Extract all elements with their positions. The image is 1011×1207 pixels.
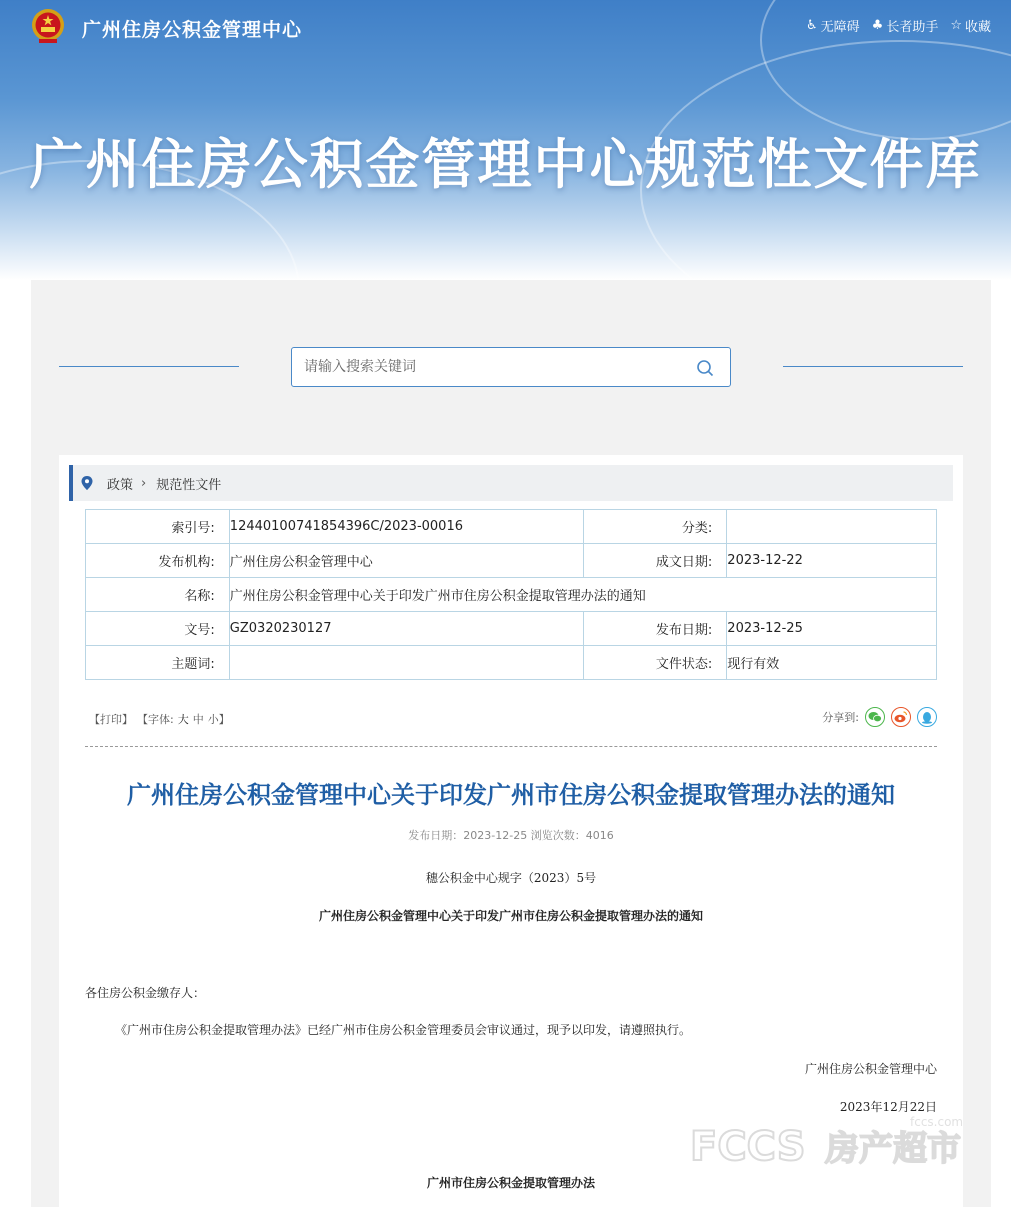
document-card <box>59 455 963 1207</box>
status-value: 现行有效 <box>727 646 937 680</box>
keywords-value <box>229 646 583 680</box>
publisher-value: 广州住房公积金管理中心 <box>229 544 583 578</box>
publish-date-value: 2023-12-25 <box>727 612 937 646</box>
national-emblem-icon[interactable] <box>30 7 66 45</box>
chevron-right-icon: › <box>141 475 147 491</box>
accessibility-icon: ♿ <box>805 18 818 33</box>
category-label: 分类: <box>583 510 727 544</box>
metadata-table <box>85 509 937 680</box>
accessibility-label: 无障碍 <box>820 20 860 35</box>
favorite-button[interactable] <box>950 16 991 35</box>
site-name[interactable]: 广州住房公积金管理中心 <box>82 19 303 41</box>
font-large-button[interactable]: 大 <box>177 713 189 726</box>
search-divider-left <box>59 366 239 367</box>
category-value <box>727 510 937 544</box>
top-bar <box>0 0 1011 56</box>
location-pin-icon <box>81 476 93 490</box>
article-publish-info: 发布日期：2023-12-25 浏览次数：4016 <box>408 829 614 842</box>
written-date-value: 2023-12-22 <box>727 544 937 578</box>
table-row <box>86 510 937 544</box>
article-title: 广州住房公积金管理中心关于印发广州市住房公积金提取管理办法的通知 <box>127 781 895 809</box>
name-label: 名称: <box>86 578 230 612</box>
table-row <box>86 544 937 578</box>
keywords-label: 主题词: <box>86 646 230 680</box>
search-divider-right <box>783 366 963 367</box>
watermark-graphic <box>690 1110 980 1170</box>
index-label: 索引号: <box>86 510 230 544</box>
qq-share-button[interactable] <box>917 707 937 727</box>
breadcrumb-normative-docs[interactable]: 规范性文件 <box>156 477 222 493</box>
breadcrumb <box>69 465 953 501</box>
doc-number-label: 文号: <box>86 612 230 646</box>
search-input[interactable] <box>304 348 684 386</box>
publish-date-label: 发布日期: <box>583 612 727 646</box>
breadcrumb-policy[interactable]: 政策 <box>107 477 134 493</box>
watermark-domain: fccs.com <box>910 1115 964 1129</box>
written-date-label: 成文日期: <box>583 544 727 578</box>
table-row <box>86 578 937 612</box>
article-salutation: 各住房公积金缴存人： <box>85 986 206 1000</box>
name-value: 广州住房公积金管理中心关于印发广州市住房公积金提取管理办法的通知 <box>229 578 936 612</box>
article-date: 2023年12月22日 <box>839 1100 937 1114</box>
font-size-prefix: 【字体: <box>137 713 174 726</box>
article-toolbar <box>85 707 937 731</box>
qq-icon <box>921 711 933 724</box>
table-row <box>86 612 937 646</box>
weibo-share-button[interactable] <box>891 707 911 727</box>
share-label: 分享到: <box>822 711 859 724</box>
attachment-title: 广州市住房公积金提取管理办法 <box>426 1176 595 1190</box>
watermark-brand: FCCS <box>690 1124 806 1170</box>
divider <box>85 746 937 747</box>
weibo-icon <box>894 711 908 723</box>
status-label: 文件状态: <box>583 646 727 680</box>
search-icon[interactable] <box>696 359 714 377</box>
font-small-button[interactable]: 小】 <box>207 713 230 726</box>
article-signer: 广州住房公积金管理中心 <box>804 1062 937 1076</box>
article-body: 《广州市住房公积金提取管理办法》已经广州市住房公积金管理委员会审议通过，现予以印发，请遵照执行。 <box>115 1023 692 1037</box>
star-icon: ☆ <box>950 18 962 33</box>
publisher-label: 发布机构: <box>86 544 230 578</box>
doc-number-value: GZ0320230127 <box>229 612 583 646</box>
table-row <box>86 646 937 680</box>
favorite-label: 收藏 <box>964 20 991 35</box>
accessibility-button[interactable] <box>806 16 860 35</box>
watermark-logo <box>690 1110 980 1170</box>
search-box <box>291 347 731 387</box>
print-button[interactable]: 【打印】 <box>89 713 133 726</box>
wechat-share-button[interactable] <box>865 707 885 727</box>
article-doc-number: 穗公积金中心规字（2023）5号 <box>425 871 597 885</box>
banner <box>0 0 1011 280</box>
article-subtitle: 广州住房公积金管理中心关于印发广州市住房公积金提取管理办法的通知 <box>318 909 703 923</box>
banner-title: 广州住房公积金管理中心规范性文件库 <box>29 133 982 196</box>
wechat-icon <box>868 711 882 723</box>
elder-helper-icon: ♣ <box>871 18 884 33</box>
elder-helper-label: 长者助手 <box>886 20 939 35</box>
elder-helper-button[interactable] <box>872 16 939 35</box>
header-tools <box>806 16 991 35</box>
watermark-cn: 房产超市 <box>825 1129 961 1169</box>
font-medium-button[interactable]: 中 <box>192 713 204 726</box>
index-value: 12440100741854396C/2023-00016 <box>229 510 583 544</box>
